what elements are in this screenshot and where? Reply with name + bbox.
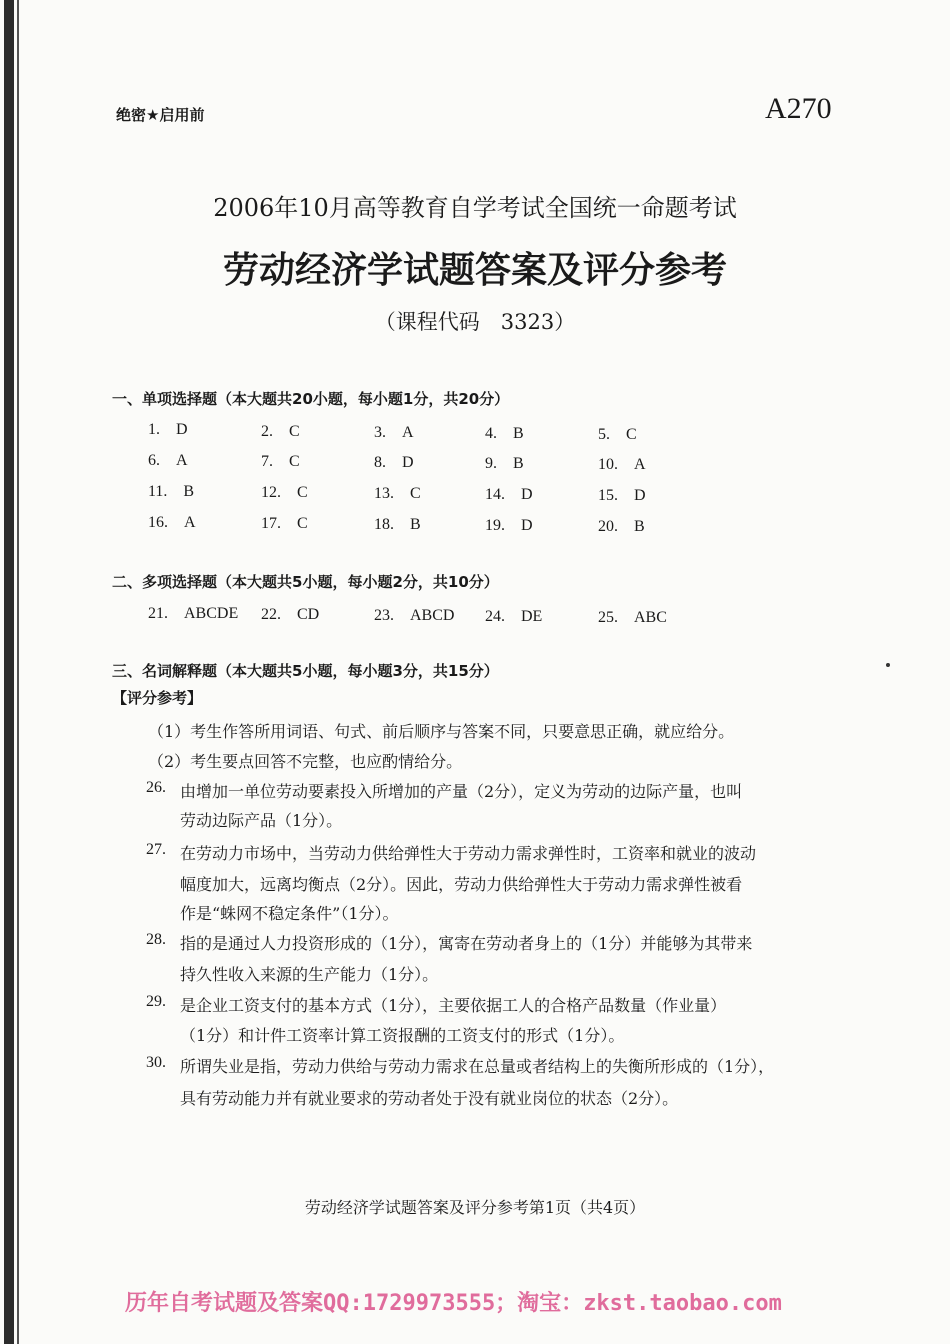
answer-item: 12. C (261, 484, 308, 501)
scan-speck (886, 663, 890, 667)
section2-heading: 二、多项选择题（本大题共5小题，每小题2分，共10分） (112, 573, 499, 591)
question-number: 30. (146, 1054, 166, 1071)
answer-item: 23. ABCD (374, 607, 455, 624)
question-number: 26. (146, 779, 166, 796)
answer-item: 11. B (148, 483, 195, 500)
answer-line: （1分）和计件工资率计算工资报酬的工资支付的形式（1分）。 (180, 1026, 625, 1045)
answer-line: 具有劳动能力并有就业要求的劳动者处于没有就业岗位的状态（2分）。 (180, 1089, 679, 1108)
course-code: （课程代码 3323） (374, 310, 576, 334)
answer-item: 10. A (598, 456, 646, 473)
answer-item: 22. CD (261, 606, 320, 623)
question-number: 28. (146, 931, 166, 948)
exam-title: 2006年10月高等教育自学考试全国统一命题考试 (213, 194, 737, 222)
answer-line: 由增加一单位劳动要素投入所增加的产量（2分），定义为劳动的边际产量，也叫 (180, 782, 743, 801)
answer-line: 幅度加大，远离均衡点（2分）。因此，劳动力供给弹性大于劳动力需求弹性被看 (180, 875, 743, 894)
answer-item: 3. A (374, 424, 414, 441)
answer-line: 在劳动力市场中，当劳动力供给弹性大于劳动力需求弹性时，工资率和就业的波动 (180, 844, 757, 863)
answer-item: 15. D (598, 487, 646, 504)
answer-item: 5. C (598, 426, 637, 443)
answer-item: 13. C (374, 485, 421, 502)
answer-item: 17. C (261, 515, 308, 532)
answer-line: 持久性收入来源的生产能力（1分）。 (180, 965, 439, 984)
answer-item: 14. D (485, 486, 533, 503)
secret-label: 绝密★启用前 (116, 106, 205, 124)
section3-heading: 三、名词解释题（本大题共5小题，每小题3分，共15分） (112, 662, 499, 680)
answer-item: 20. B (598, 518, 645, 535)
question-number: 27. (146, 841, 166, 858)
answer-line: 是企业工资支付的基本方式（1分），主要依据工人的合格产品数量（作业量） (180, 996, 727, 1015)
answer-item: 18. B (374, 516, 421, 533)
answer-item: 7. C (261, 453, 300, 470)
answer-item: 6. A (148, 452, 188, 469)
page-footer: 劳动经济学试题答案及评分参考第1页（共4页） (304, 1198, 646, 1217)
answer-line: 作是“蛛网不稳定条件”（1分）。 (180, 904, 399, 923)
answer-item: 4. B (485, 425, 524, 442)
answer-line: 劳动边际产品（1分）。 (180, 811, 343, 830)
answer-line: 指的是通过人力投资形成的（1分），寓寄在劳动者身上的（1分）并能够为其带来 (180, 934, 753, 953)
answer-item: 19. D (485, 517, 533, 534)
answer-item: 25. ABC (598, 609, 667, 626)
answer-line: 所谓失业是指，劳动力供给与劳动力需求在总量或者结构上的失衡所形成的（1分）， (180, 1057, 775, 1076)
answer-item: 16. A (148, 514, 196, 531)
section1-heading: 一、单项选择题（本大题共20小题，每小题1分，共20分） (112, 390, 510, 408)
answer-item: 2. C (261, 423, 300, 440)
scoring-note: （1）考生作答所用词语、句式、前后顺序与答案不同，只要意思正确，就应给分。 (148, 722, 735, 741)
answer-item: 1. D (148, 421, 188, 438)
answer-item: 24. DE (485, 608, 543, 625)
question-number: 29. (146, 993, 166, 1010)
answer-item: 8. D (374, 454, 414, 471)
watermark-text: 历年自考试题及答案QQ:1729973555；淘宝：zkst.taobao.com (125, 1291, 782, 1316)
page-title: 劳动经济学试题答案及评分参考 (222, 249, 727, 291)
answer-item: 21. ABCDE (148, 605, 239, 622)
scoring-note: （2）考生要点回答不完整，也应酌情给分。 (148, 752, 463, 771)
paper-code: A270 (765, 92, 832, 125)
reference-heading: 【评分参考】 (112, 689, 203, 707)
answer-item: 9. B (485, 455, 524, 472)
